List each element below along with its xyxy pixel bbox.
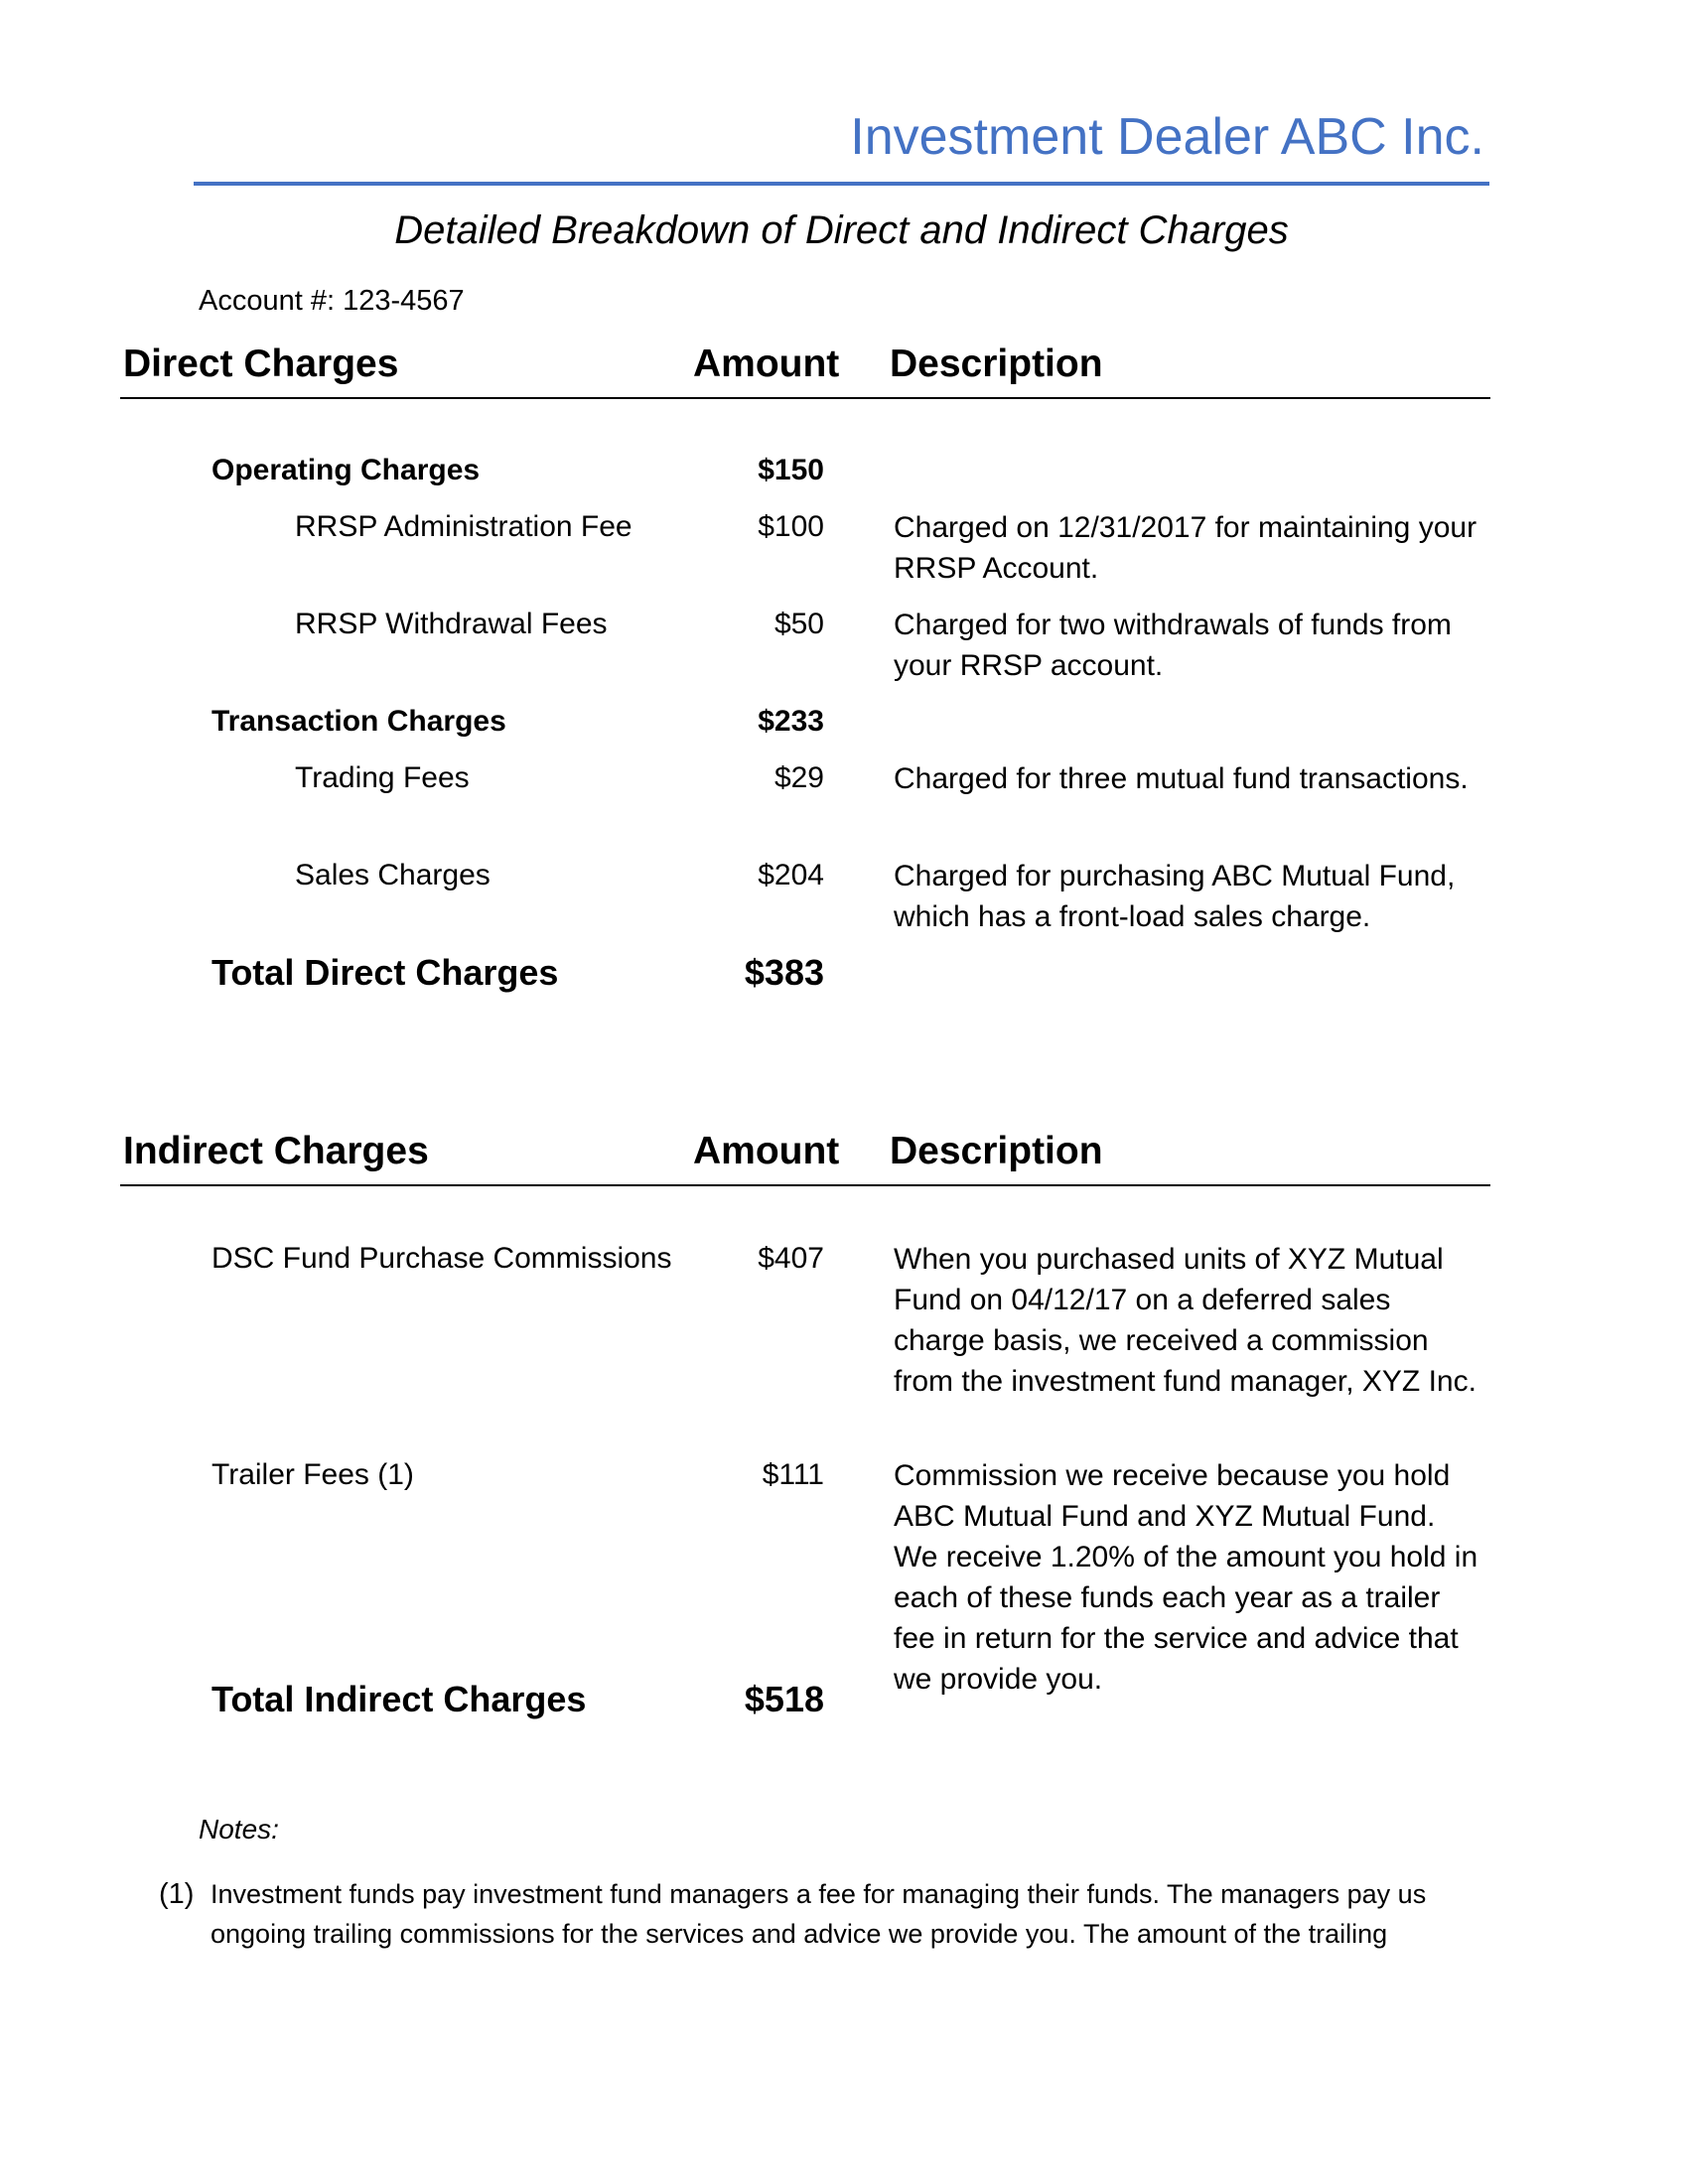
indirect-description-column-header: Description xyxy=(890,1130,1103,1172)
direct-charges-header xyxy=(0,340,1688,389)
total-indirect-charges-label: Total Indirect Charges xyxy=(211,1679,587,1719)
trailer-fees-description: Commission we receive because you hold ABC Mutual Fund and XYZ Mutual Fund. We receive 1.20% of the amount you hold in each of these funds each year as a trailer fee in return for the service and advice that we provide you. xyxy=(894,1459,1478,1696)
operating-charges-label: Operating Charges xyxy=(211,454,481,486)
transaction-charges-label: Transaction Charges xyxy=(211,705,506,738)
direct-amount-column-header: Amount xyxy=(693,342,840,385)
account-number: Account #: 123-4567 xyxy=(199,285,465,317)
operating-charges-amount: $150 xyxy=(758,454,824,486)
company-name: Investment Dealer ABC Inc. xyxy=(850,108,1484,166)
indirect-amount-column-header: Amount xyxy=(693,1130,840,1172)
total-indirect-charges-amount: $518 xyxy=(744,1679,824,1719)
rrsp-withdrawal-fees-label: RRSP Withdrawal Fees xyxy=(295,608,608,640)
note-1-text: Investment funds pay investment fund managers a fee for managing their funds. The managers pay us ongoing trailing commissions for the services and advice we provide you. The amount of the trailing xyxy=(211,1879,1427,1949)
rrsp-admin-fee-amount: $100 xyxy=(758,510,824,543)
direct-charges-rule xyxy=(120,397,1490,399)
trading-fees-amount: $29 xyxy=(774,761,824,794)
indirect-charges-heading: Indirect Charges xyxy=(123,1130,429,1172)
transaction-charges-amount: $233 xyxy=(758,705,824,738)
direct-charges-heading: Direct Charges xyxy=(123,342,399,385)
total-direct-charges-amount: $383 xyxy=(744,952,824,993)
notes-heading: Notes: xyxy=(199,1814,279,1844)
document-title: Detailed Breakdown of Direct and Indirect Charges xyxy=(394,208,1289,252)
trading-fees-label: Trading Fees xyxy=(295,761,470,794)
sales-charges-label: Sales Charges xyxy=(295,859,491,891)
header-divider xyxy=(194,182,1489,186)
trailer-fees-amount: $111 xyxy=(762,1458,824,1491)
direct-description-column-header: Description xyxy=(890,342,1103,385)
indirect-charges-header xyxy=(0,1127,1688,1176)
trailer-fees-label: Trailer Fees (1) xyxy=(211,1458,414,1491)
rrsp-withdrawal-fees-description: Charged for two withdrawals of funds from your RRSP account. xyxy=(894,609,1452,682)
dsc-commissions-amount: $407 xyxy=(758,1242,824,1275)
sales-charges-description: Charged for purchasing ABC Mutual Fund, which has a front-load sales charge. xyxy=(894,860,1456,933)
rrsp-admin-fee-label: RRSP Administration Fee xyxy=(295,510,633,543)
rrsp-withdrawal-fees-amount: $50 xyxy=(774,608,824,640)
dsc-commissions-description: When you purchased units of XYZ Mutual Fund on 04/12/17 on a deferred sales charge basis, we received a commission from the investment fund manager, XYZ Inc. xyxy=(894,1243,1477,1398)
dsc-commissions-label: DSC Fund Purchase Commissions xyxy=(211,1242,672,1275)
trading-fees-description: Charged for three mutual fund transactions. xyxy=(894,762,1469,795)
indirect-charges-rule xyxy=(120,1184,1490,1186)
rrsp-admin-fee-description: Charged on 12/31/2017 for maintaining your RRSP Account. xyxy=(894,511,1477,585)
note-1-number: (1) xyxy=(159,1878,195,1910)
total-direct-charges-label: Total Direct Charges xyxy=(211,952,559,993)
sales-charges-amount: $204 xyxy=(758,859,824,891)
